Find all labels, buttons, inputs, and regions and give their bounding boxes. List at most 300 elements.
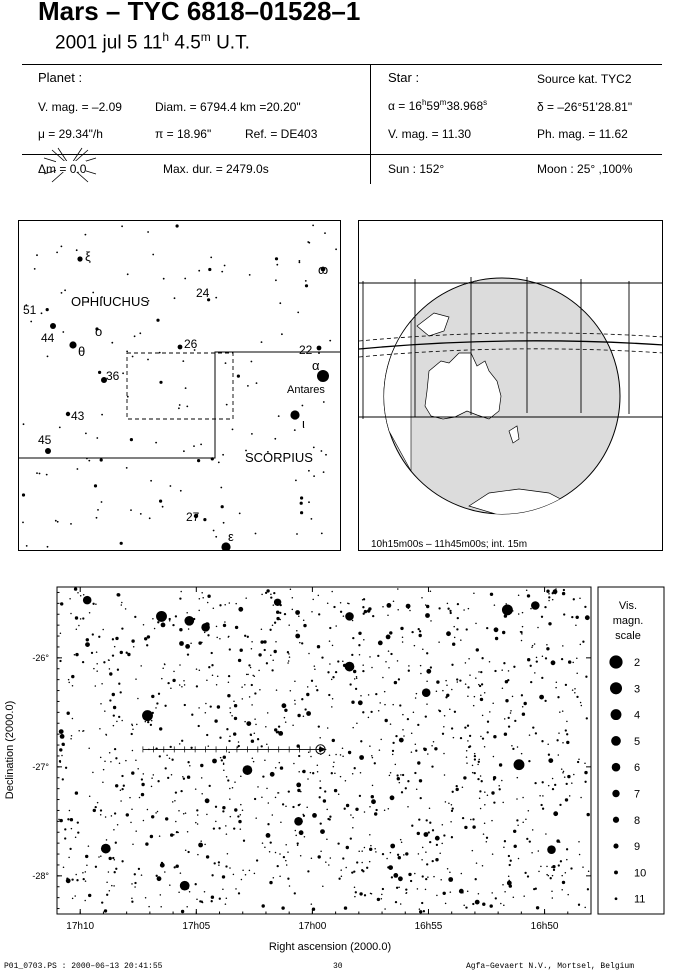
field-bg-star (229, 648, 231, 650)
field-bg-star (398, 856, 401, 859)
field-bg-star (374, 848, 376, 850)
field-bg-star (472, 765, 474, 767)
field-bg-star (95, 603, 97, 605)
field-bg-star (474, 753, 476, 755)
field-bg-star (382, 888, 384, 890)
field-bg-star (585, 615, 590, 620)
field-bg-star (477, 778, 479, 780)
field-bg-star (264, 760, 266, 762)
field-bg-star (522, 706, 524, 708)
field-bg-star (534, 782, 536, 784)
field-bg-star (254, 798, 256, 800)
field-bg-star (456, 788, 459, 791)
field-bg-star (200, 764, 203, 767)
field-bg-star (273, 592, 275, 594)
field-bg-star (296, 630, 298, 632)
field-bg-star (70, 818, 73, 821)
field-bg-star (317, 645, 320, 648)
field-bg-star (293, 763, 295, 765)
field-bg-star (86, 638, 89, 641)
field-bg-star (68, 679, 70, 681)
field-bg-star (170, 688, 172, 690)
field-bg-star (185, 812, 187, 814)
field-bg-star (356, 676, 358, 678)
field-bg-star (547, 744, 549, 746)
field-bg-star (157, 876, 162, 881)
field-bg-star (72, 718, 74, 720)
field-bg-star (352, 827, 354, 829)
field-bg-star (400, 903, 402, 905)
finder-bg-star (77, 468, 79, 470)
field-bg-star (559, 804, 561, 806)
field-bg-star (312, 772, 314, 774)
field-bg-star (397, 777, 400, 780)
field-bg-star (319, 787, 321, 789)
field-bg-star (161, 678, 163, 680)
field-bg-star (447, 868, 449, 870)
finder-bg-star (140, 513, 142, 515)
field-bg-star (167, 682, 169, 684)
field-bg-star (273, 604, 275, 606)
field-bg-star (351, 871, 353, 873)
field-bg-star (226, 833, 228, 835)
header-top-rule (22, 64, 662, 65)
field-bg-star (222, 875, 225, 878)
field-bg-star (60, 602, 63, 605)
field-bg-star (138, 868, 140, 870)
field-bg-star (183, 778, 185, 780)
field-bg-star (132, 750, 134, 752)
field-bg-star (544, 700, 546, 702)
field-bg-star (522, 612, 524, 614)
field-bg-star (183, 813, 185, 815)
field-bg-star (398, 876, 403, 881)
field-bg-star (257, 786, 259, 788)
field-bg-star (390, 723, 392, 725)
field-bg-star (279, 853, 281, 855)
field-bg-star (362, 670, 364, 672)
field-bg-star (377, 655, 379, 657)
field-bg-star (510, 860, 512, 862)
finder-bg-star (150, 480, 152, 482)
field-bg-star (84, 900, 86, 902)
field-bg-star (240, 814, 242, 816)
finder-bg-star (225, 362, 227, 364)
field-bg-star (131, 771, 134, 774)
field-bg-star (352, 637, 354, 639)
field-bg-star (411, 732, 413, 734)
field-bg-star (478, 671, 480, 673)
field-bg-star (418, 853, 420, 855)
field-bg-star (518, 858, 520, 860)
field-bg-star (229, 735, 231, 737)
field-bg-star (358, 632, 361, 635)
field-bg-star (298, 804, 300, 806)
field-bg-star (562, 592, 565, 595)
field-bg-star (407, 806, 409, 808)
field-bg-star (350, 837, 352, 839)
field-bg-star (405, 787, 407, 789)
field-bg-star (114, 812, 116, 814)
field-star (180, 881, 190, 891)
field-bg-star (361, 862, 363, 864)
field-bg-star (466, 762, 468, 764)
field-bg-star (219, 604, 221, 606)
field-bg-star (270, 654, 272, 656)
field-bg-star (445, 801, 447, 803)
field-bg-star (240, 649, 243, 652)
field-bg-star (113, 829, 115, 831)
field-bg-star (263, 640, 266, 643)
finder-bg-star (57, 521, 59, 523)
field-bg-star (247, 674, 249, 676)
field-bg-star (71, 828, 73, 830)
finder-bg-star (335, 248, 337, 250)
field-bg-star (399, 704, 401, 706)
field-bg-star (371, 795, 374, 798)
field-bg-star (482, 865, 484, 867)
field-bg-star (390, 795, 395, 800)
field-bg-star (108, 659, 110, 661)
field-bg-star (228, 681, 230, 683)
field-bg-star (346, 804, 349, 807)
field-bg-star (387, 615, 389, 617)
star-heading: Star : (388, 70, 420, 85)
field-bg-star (100, 757, 102, 759)
field-bg-star (205, 703, 207, 705)
field-bg-star (481, 780, 483, 782)
field-bg-star (358, 700, 363, 705)
finder-bg-star (300, 511, 303, 514)
field-bg-star (123, 785, 125, 787)
legend-mag-label: 9 (634, 841, 641, 854)
finder-bg-star (222, 454, 224, 456)
globe-canvas (359, 221, 663, 551)
field-bg-star (347, 603, 349, 605)
field-bg-star (175, 615, 177, 617)
field-bg-star (134, 873, 136, 875)
field-bg-star (400, 627, 403, 630)
field-bg-star (359, 795, 361, 797)
field-bg-star (69, 848, 71, 850)
field-bg-star (318, 613, 320, 615)
finder-bg-star (76, 249, 78, 251)
field-bg-star (436, 680, 439, 683)
field-bg-star (417, 761, 420, 764)
star-26 (178, 345, 183, 350)
label-51: 51 (23, 303, 37, 317)
field-bg-star (499, 788, 501, 790)
field-bg-star (96, 663, 98, 665)
field-bg-star (414, 645, 416, 647)
field-bg-star (129, 797, 131, 799)
field-bg-star (281, 906, 284, 909)
field-bg-star (528, 810, 530, 812)
field-bg-star (229, 602, 231, 604)
finder-bg-star (321, 450, 323, 452)
field-bg-star (113, 714, 115, 716)
field-bg-star (340, 869, 342, 871)
field-bg-star (190, 747, 192, 749)
field-bg-star (508, 725, 510, 727)
field-bg-star (211, 664, 213, 666)
field-bg-star (584, 763, 586, 765)
field-bg-star (457, 681, 459, 683)
field-bg-star (165, 767, 167, 769)
field-bg-star (267, 712, 269, 714)
field-bg-star (271, 669, 273, 671)
legend-mag-label: 4 (634, 709, 641, 722)
field-bg-star (567, 775, 570, 778)
field-bg-star (218, 861, 220, 863)
y-tick-label: -28° (32, 870, 49, 881)
field-bg-star (541, 740, 543, 742)
field-bg-star (472, 772, 474, 774)
label-45: 45 (38, 433, 52, 447)
field-bg-star (114, 859, 116, 861)
field-bg-star (379, 702, 381, 704)
field-bg-star (395, 735, 397, 737)
field-bg-star (514, 845, 516, 847)
field-bg-star (89, 796, 91, 798)
finder-bg-star (221, 505, 224, 508)
field-bg-star (134, 616, 136, 618)
field-bg-star (576, 696, 578, 698)
field-bg-star (541, 677, 543, 679)
field-bg-star (60, 819, 63, 822)
field-bg-star (493, 801, 495, 803)
field-bg-star (243, 840, 245, 842)
field-bg-star (276, 611, 279, 614)
field-bg-star (466, 628, 468, 630)
field-bg-star (563, 613, 565, 615)
moon-info: Moon : 25° ,100% (537, 162, 633, 176)
field-bg-star (72, 898, 74, 900)
field-bg-star (275, 767, 277, 769)
finder-bg-star (215, 536, 217, 538)
field-bg-star (548, 754, 550, 756)
field-bg-star (301, 642, 303, 644)
field-bg-star (354, 678, 356, 680)
field-bg-star (459, 679, 461, 681)
field-bg-star (566, 783, 568, 785)
field-bg-star (425, 715, 427, 717)
field-bg-star (307, 686, 309, 688)
field-bg-star (286, 864, 288, 866)
field-bg-star (268, 802, 270, 804)
field-bg-star (520, 631, 522, 633)
field-bg-star (586, 717, 588, 719)
field-bg-star (450, 891, 452, 893)
field-bg-star (491, 791, 494, 794)
field-bg-star (196, 685, 198, 687)
field-bg-star (474, 772, 476, 774)
field-bg-star (451, 689, 453, 691)
field-bg-star (241, 686, 243, 688)
field-bg-star (83, 878, 85, 880)
field-bg-star (103, 661, 105, 663)
field-bg-star (517, 824, 519, 826)
field-bg-star (354, 896, 356, 898)
field-bg-star (578, 904, 580, 906)
field-bg-star (179, 743, 181, 745)
field-bg-star (493, 756, 495, 758)
field-bg-star (558, 754, 560, 756)
field-bg-star (360, 772, 362, 774)
label-iota: ι (302, 416, 305, 431)
field-bg-star (349, 752, 351, 754)
field-bg-star (181, 910, 184, 913)
field-bg-star (338, 793, 340, 795)
field-bg-star (206, 680, 208, 682)
field-bg-star (308, 653, 310, 655)
field-bg-star (187, 851, 189, 853)
field-bg-star (139, 797, 141, 799)
field-bg-star (115, 868, 117, 870)
field-bg-star (548, 596, 550, 598)
field-bg-star (419, 910, 422, 913)
field-bg-star (467, 740, 469, 742)
field-bg-star (143, 624, 145, 626)
finder-bg-star (185, 387, 187, 389)
field-bg-star (77, 821, 79, 823)
y-tick-label: -27° (32, 761, 49, 772)
field-bg-star (311, 611, 313, 613)
field-bg-star (484, 692, 486, 694)
field-bg-star (522, 626, 524, 628)
field-bg-star (352, 773, 354, 775)
field-bg-star (127, 653, 130, 656)
field-bg-star (541, 616, 543, 618)
field-bg-star (384, 704, 386, 706)
field-bg-star (449, 871, 451, 873)
field-bg-star (408, 670, 410, 672)
field-bg-star (559, 711, 561, 713)
field-bg-star (80, 595, 82, 597)
field-bg-star (325, 861, 327, 863)
field-bg-star (231, 715, 233, 717)
field-bg-star (114, 646, 116, 648)
field-bg-star (480, 808, 482, 810)
field-bg-star (223, 763, 225, 765)
field-bg-star (344, 906, 347, 909)
field-bg-star (317, 765, 319, 767)
field-bg-star (262, 904, 265, 907)
field-bg-star (112, 654, 114, 656)
field-bg-star (491, 892, 493, 894)
field-bg-star (375, 851, 377, 853)
field-bg-star (584, 771, 587, 774)
field-bg-star (213, 827, 215, 829)
field-bg-star (508, 880, 510, 882)
field-bg-star (95, 806, 97, 808)
field-bg-star (556, 839, 559, 842)
field-bg-star (251, 684, 253, 686)
field-bg-star (380, 739, 382, 741)
field-bg-star (270, 593, 272, 595)
field-bg-star (474, 755, 476, 757)
field-bg-star (295, 830, 297, 832)
legend-title-2: magn. (612, 615, 644, 627)
field-bg-star (322, 885, 324, 887)
field-bg-star (486, 841, 488, 843)
field-bg-star (341, 875, 343, 877)
star-vmag: V. mag. = 11.30 (388, 127, 472, 141)
header-mid-rule (22, 154, 662, 155)
field-bg-star (394, 681, 397, 684)
field-bg-star (99, 728, 101, 730)
field-bg-star (527, 658, 530, 661)
field-bg-star (478, 761, 480, 763)
field-bg-star (100, 703, 102, 705)
field-bg-star (223, 756, 226, 759)
field-bg-star (266, 662, 268, 664)
field-bg-star (397, 588, 399, 590)
field-bg-star (546, 644, 548, 646)
field-bg-star (187, 831, 189, 833)
finder-bg-star (261, 341, 263, 343)
field-bg-star (282, 803, 284, 805)
field-bg-star (77, 831, 79, 833)
field-bg-star (576, 616, 579, 619)
field-bg-star (469, 735, 471, 737)
field-bg-star (98, 856, 100, 858)
field-bg-star (238, 820, 241, 823)
field-bg-star (230, 816, 232, 818)
field-bg-star (288, 660, 290, 662)
field-bg-star (157, 780, 159, 782)
field-bg-star (297, 842, 299, 844)
field-bg-star (106, 839, 108, 841)
field-bg-star (195, 788, 197, 790)
finder-bg-star (163, 278, 165, 280)
field-bg-star (250, 734, 252, 736)
field-bg-star (510, 712, 512, 714)
field-bg-star (433, 876, 435, 878)
finder-bg-star (85, 234, 87, 236)
field-star (156, 611, 167, 622)
field-bg-star (427, 753, 429, 755)
legend-mag-label: 10 (634, 867, 647, 880)
field-bg-star (429, 841, 431, 843)
field-bg-star (512, 696, 514, 698)
field-bg-star (176, 865, 179, 868)
field-bg-star (411, 751, 413, 753)
field-bg-star (136, 724, 138, 726)
field-bg-star (398, 678, 400, 680)
label-ophiuchus: OPHIUCHUS (71, 294, 150, 309)
field-bg-star (401, 791, 403, 793)
field-star (184, 616, 194, 626)
field-bg-star (378, 710, 380, 712)
field-bg-star (240, 828, 242, 830)
field-bg-star (210, 705, 212, 707)
field-bg-star (351, 654, 353, 656)
field-bg-star (329, 816, 331, 818)
field-bg-star (216, 637, 218, 639)
field-star (345, 612, 354, 621)
field-star (274, 599, 281, 606)
field-bg-star (571, 616, 573, 618)
field-bg-star (529, 734, 531, 736)
field-bg-star (499, 763, 502, 766)
field-bg-star (371, 755, 373, 757)
field-bg-star (235, 603, 237, 605)
field-bg-star (340, 611, 342, 613)
field-bg-star (443, 834, 445, 836)
field-bg-star (329, 754, 331, 756)
field-bg-star (399, 738, 404, 743)
